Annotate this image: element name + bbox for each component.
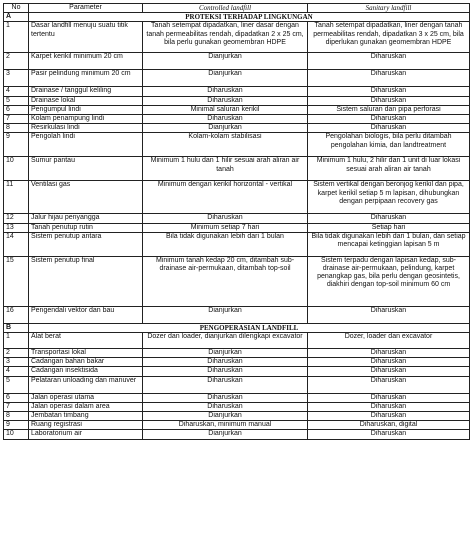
parameter-cell: Pengumpul lindi xyxy=(29,105,143,114)
parameter-cell: Pelataran unloading dan manuver xyxy=(29,376,143,393)
parameter-cell: Transportasi lokal xyxy=(29,349,143,358)
row-number: 3 xyxy=(4,358,29,367)
section-title: PROTEKSI TERHADAP LINGKUNGAN xyxy=(29,13,470,22)
row-number: 6 xyxy=(4,105,29,114)
section-letter: B xyxy=(4,323,29,332)
table-row xyxy=(4,256,470,306)
table-row xyxy=(4,53,470,70)
sanitary-landfill-cell: Diharuskan xyxy=(308,306,470,323)
row-number: 1 xyxy=(4,22,29,53)
section-title: PENGOPERASIAN LANDFILL xyxy=(29,323,470,332)
controlled-landfill-cell: Diharuskan xyxy=(143,96,308,105)
controlled-landfill-cell: Dianjurkan xyxy=(143,349,308,358)
parameter-cell: Jembatan timbang xyxy=(29,412,143,421)
section-header-row xyxy=(4,13,470,22)
sanitary-landfill-cell: Diharuskan xyxy=(308,349,470,358)
sanitary-landfill-cell: Setiap hari xyxy=(308,223,470,232)
row-number: 12 xyxy=(4,214,29,223)
controlled-landfill-cell: Diharuskan xyxy=(143,87,308,96)
parameter-cell: Laboratorium air xyxy=(29,430,143,439)
table-row xyxy=(4,430,470,439)
table-row xyxy=(4,358,470,367)
controlled-landfill-cell: Diharuskan xyxy=(143,402,308,411)
table-row xyxy=(4,349,470,358)
sanitary-landfill-cell: Sistem saluran dan pipa perforasi xyxy=(308,105,470,114)
parameter-cell: Kolam penampung lindi xyxy=(29,115,143,124)
sanitary-landfill-cell: Diharuskan xyxy=(308,367,470,376)
table-row xyxy=(4,306,470,323)
row-number: 2 xyxy=(4,349,29,358)
table-row xyxy=(4,393,470,402)
parameter-cell: Tanah penutup rutin xyxy=(29,223,143,232)
header-sanitary-landfill: Sanitary landfill xyxy=(308,4,470,13)
row-number: 9 xyxy=(4,133,29,157)
table-row xyxy=(4,96,470,105)
row-number: 11 xyxy=(4,181,29,214)
controlled-landfill-cell: Dianjurkan xyxy=(143,430,308,439)
row-number: 13 xyxy=(4,223,29,232)
parameter-cell: Pengendali vektor dan bau xyxy=(29,306,143,323)
row-number: 14 xyxy=(4,232,29,256)
table-row xyxy=(4,333,470,349)
sanitary-landfill-cell: Diharuskan xyxy=(308,115,470,124)
parameter-cell: Pasir pelindung minimum 20 cm xyxy=(29,70,143,87)
sanitary-landfill-cell: Bila tidak digunakan lebih dari 1 bulan, dan setiap mencapai ketinggian lapisan 5 m xyxy=(308,232,470,256)
controlled-landfill-cell: Tanah setempat dipadatkan, liner dasar dengan tanah permeabilitas rendah, dipadatkan 2 x 25 cm, bila perlu gunakan geomembran HDPE xyxy=(143,22,308,53)
header-row xyxy=(4,4,470,13)
sanitary-landfill-cell: Diharuskan xyxy=(308,214,470,223)
sanitary-landfill-cell: Sistem vertikal dengan beronjog kerikil dan pipa, karpet kerikil setiap 5 m lapisan, dihubungkan dengan perpipaan recovery gas xyxy=(308,181,470,214)
row-number: 4 xyxy=(4,87,29,96)
parameter-cell: Karpet kerikil minimum 20 cm xyxy=(29,53,143,70)
parameter-cell: Dasar landfill menuju suatu titik tertentu xyxy=(29,22,143,53)
controlled-landfill-cell: Minimum 1 hulu dan 1 hilir sesuai arah aliran air tanah xyxy=(143,157,308,181)
table-row xyxy=(4,22,470,53)
parameter-cell: Drainase lokal xyxy=(29,96,143,105)
row-number: 2 xyxy=(4,53,29,70)
header-parameter: Parameter xyxy=(29,4,143,13)
table-row xyxy=(4,367,470,376)
controlled-landfill-cell: Minimum setiap 7 hari xyxy=(143,223,308,232)
landfill-comparison-table xyxy=(3,3,470,440)
parameter-cell: Alat berat xyxy=(29,333,143,349)
table-row xyxy=(4,223,470,232)
controlled-landfill-cell: Diharuskan xyxy=(143,393,308,402)
parameter-cell: Jalan operasi utama xyxy=(29,393,143,402)
table-row xyxy=(4,157,470,181)
sanitary-landfill-cell: Dozer, loader dan excavator xyxy=(308,333,470,349)
sanitary-landfill-cell: Diharuskan xyxy=(308,53,470,70)
sanitary-landfill-cell: Diharuskan xyxy=(308,96,470,105)
section-letter: A xyxy=(4,13,29,22)
table-row xyxy=(4,421,470,430)
controlled-landfill-cell: Diharuskan, minimum manual xyxy=(143,421,308,430)
parameter-cell: Jalan operasi dalam area xyxy=(29,402,143,411)
sanitary-landfill-cell: Diharuskan xyxy=(308,87,470,96)
table-row xyxy=(4,412,470,421)
sanitary-landfill-cell: Diharuskan xyxy=(308,70,470,87)
sanitary-landfill-cell: Diharuskan xyxy=(308,402,470,411)
controlled-landfill-cell: Diharuskan xyxy=(143,367,308,376)
table-row xyxy=(4,124,470,133)
sanitary-landfill-cell: Sistem terpadu dengan lapisan kedap, sub-drainase air-permukaan, pelindung, karpet penangkap gas, bila perlu dengan geosintetis, diakhiri dengan top-soil minimum 60 cm xyxy=(308,256,470,306)
row-number: 16 xyxy=(4,306,29,323)
controlled-landfill-cell: Minimal saluran kerikil xyxy=(143,105,308,114)
sanitary-landfill-cell: Diharuskan, digital xyxy=(308,421,470,430)
row-number: 7 xyxy=(4,115,29,124)
table-row xyxy=(4,115,470,124)
row-number: 8 xyxy=(4,412,29,421)
sanitary-landfill-cell: Pengolahan biologis, bila perlu ditambah pengolahan kimia, dan landtreatment xyxy=(308,133,470,157)
controlled-landfill-cell: Dianjurkan xyxy=(143,70,308,87)
parameter-cell: Ruang registrasi xyxy=(29,421,143,430)
controlled-landfill-cell: Dianjurkan xyxy=(143,53,308,70)
parameter-cell: Drainase / tanggul keliling xyxy=(29,87,143,96)
controlled-landfill-cell: Minimum tanah kedap 20 cm, ditambah sub-drainase air-permukaan, ditambah top-soil xyxy=(143,256,308,306)
sanitary-landfill-cell: Tanah setempat dipadatkan, liner dengan tanah permeabilitas rendah, dipadatkan 3 x 25 cm, bila diperlukan gunakan geomembran HDPE xyxy=(308,22,470,53)
sanitary-landfill-cell: Diharuskan xyxy=(308,376,470,393)
controlled-landfill-cell: Minimum dengan kerikil horizontal - vertikal xyxy=(143,181,308,214)
parameter-cell: Pengolah lindi xyxy=(29,133,143,157)
parameter-cell: Ventilasi gas xyxy=(29,181,143,214)
table-row xyxy=(4,376,470,393)
controlled-landfill-cell: Dozer dan loader, dianjurkan dilengkapi excavator xyxy=(143,333,308,349)
parameter-cell: Cadangan bahan bakar xyxy=(29,358,143,367)
row-number: 15 xyxy=(4,256,29,306)
controlled-landfill-cell: Dianjurkan xyxy=(143,412,308,421)
table-row xyxy=(4,105,470,114)
controlled-landfill-cell: Dianjurkan xyxy=(143,306,308,323)
header-controlled-landfill: Controlled landfill xyxy=(143,4,308,13)
parameter-cell: Sistem penutup antara xyxy=(29,232,143,256)
controlled-landfill-cell: Dianjurkan xyxy=(143,124,308,133)
row-number: 5 xyxy=(4,96,29,105)
table-row xyxy=(4,214,470,223)
row-number: 7 xyxy=(4,402,29,411)
controlled-landfill-cell: Diharuskan xyxy=(143,115,308,124)
parameter-cell: Sumur pantau xyxy=(29,157,143,181)
row-number: 6 xyxy=(4,393,29,402)
row-number: 4 xyxy=(4,367,29,376)
controlled-landfill-cell: Bila tidak digunakan lebih dari 1 bulan xyxy=(143,232,308,256)
parameter-cell: Sistem penutup final xyxy=(29,256,143,306)
table-row xyxy=(4,402,470,411)
row-number: 9 xyxy=(4,421,29,430)
sanitary-landfill-cell: Diharuskan xyxy=(308,358,470,367)
table-row xyxy=(4,87,470,96)
table-row xyxy=(4,70,470,87)
table-row xyxy=(4,181,470,214)
controlled-landfill-cell: Diharuskan xyxy=(143,358,308,367)
row-number: 3 xyxy=(4,70,29,87)
row-number: 5 xyxy=(4,376,29,393)
row-number: 10 xyxy=(4,430,29,439)
sanitary-landfill-cell: Diharuskan xyxy=(308,393,470,402)
sanitary-landfill-cell: Diharuskan xyxy=(308,412,470,421)
controlled-landfill-cell: Diharuskan xyxy=(143,214,308,223)
header-no: No xyxy=(4,4,29,13)
table-row xyxy=(4,133,470,157)
sanitary-landfill-cell: Minimum 1 hulu, 2 hilir dan 1 unit di luar lokasi sesuai arah aliran air tanah xyxy=(308,157,470,181)
controlled-landfill-cell: Kolam-kolam stabilisasi xyxy=(143,133,308,157)
controlled-landfill-cell: Diharuskan xyxy=(143,376,308,393)
row-number: 1 xyxy=(4,333,29,349)
parameter-cell: Resirkulasi lindi xyxy=(29,124,143,133)
table-row xyxy=(4,232,470,256)
section-header-row xyxy=(4,323,470,332)
sanitary-landfill-cell: Diharuskan xyxy=(308,124,470,133)
parameter-cell: Cadangan insektisida xyxy=(29,367,143,376)
parameter-cell: Jalur hijau penyangga xyxy=(29,214,143,223)
row-number: 10 xyxy=(4,157,29,181)
sanitary-landfill-cell: Diharuskan xyxy=(308,430,470,439)
row-number: 8 xyxy=(4,124,29,133)
